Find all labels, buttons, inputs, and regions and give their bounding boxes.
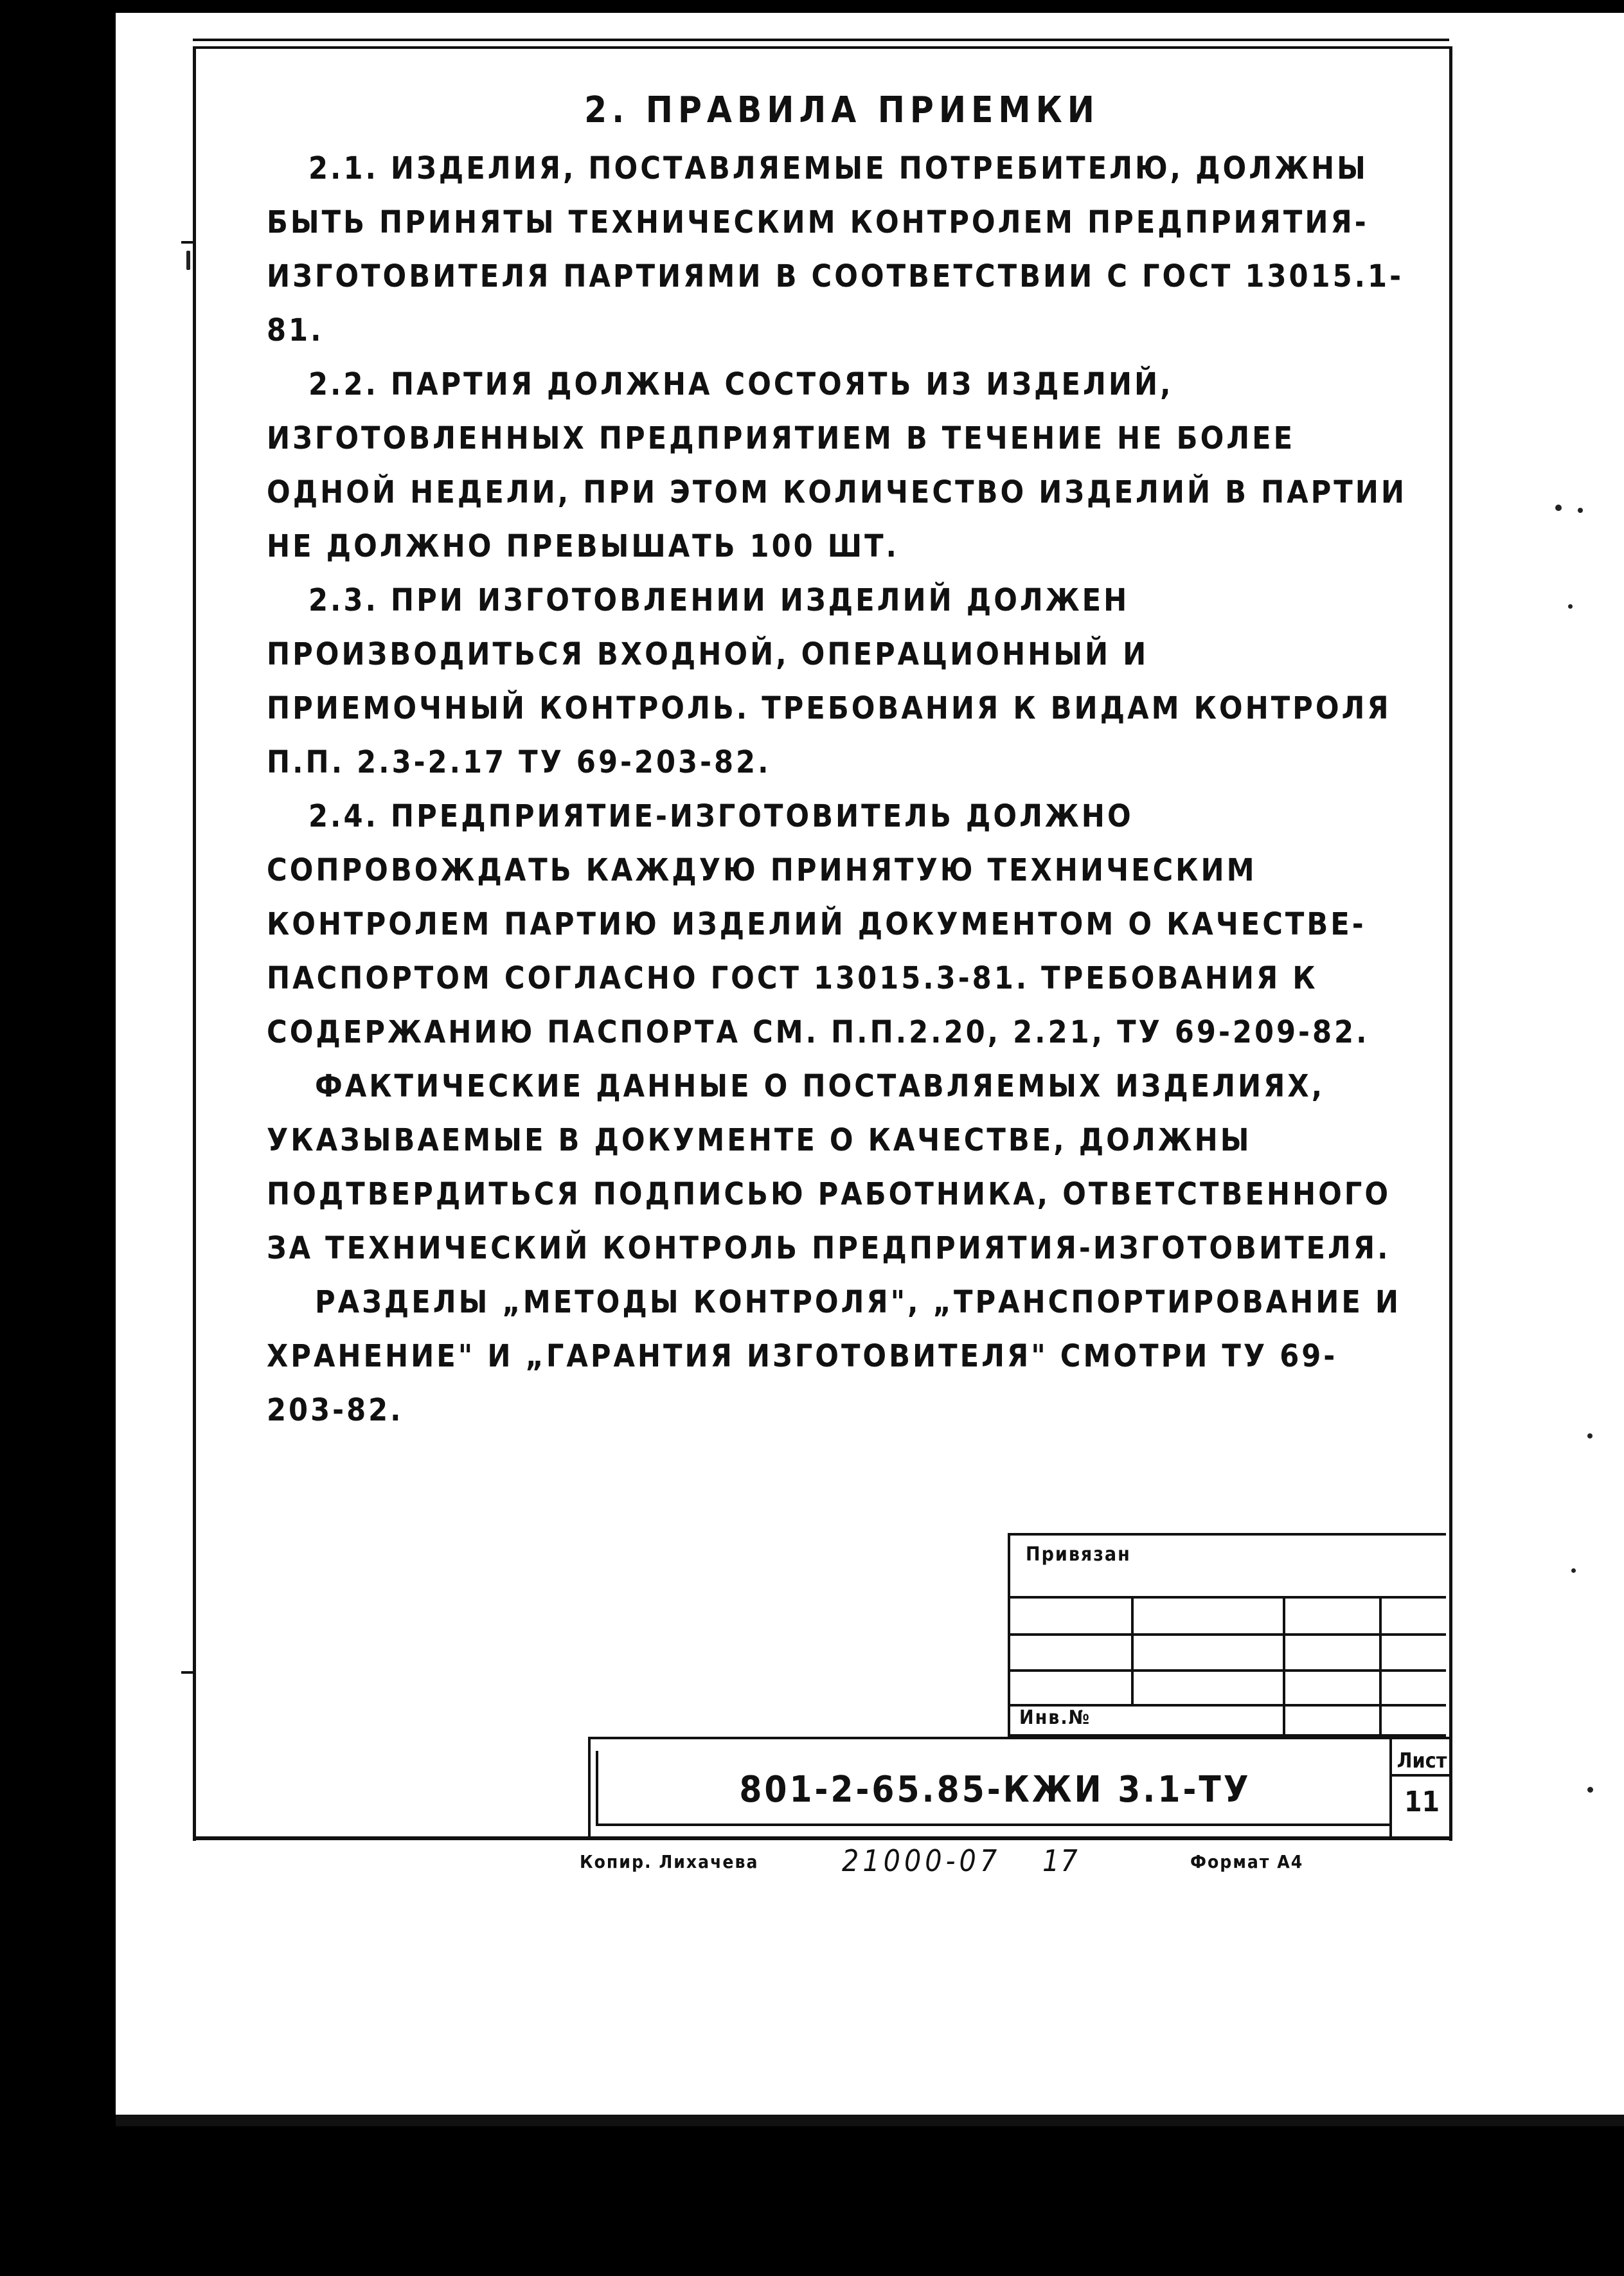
paragraph-2-2: 2.2. ПАРТИЯ ДОЛЖНА СОСТОЯТЬ ИЗ ИЗДЕЛИЙ, ИЗГОТОВЛЕННЫХ ПРЕДПРИЯТИЕМ В ТЕЧЕНИЕ НЕ БОЛЕЕ ОДНОЙ НЕДЕЛИ, ПРИ ЭТОМ КОЛИЧЕСТВО ИЗДЕЛИЙ В ПАРТИИ НЕ ДОЛЖНО ПРЕВЫШАТЬ 100 ШТ. [267, 366, 1407, 564]
linked-label: Привязан [1026, 1543, 1131, 1566]
scan-speck [1587, 1787, 1593, 1793]
scan-speck [1571, 1568, 1576, 1573]
title-block-approval-table [1008, 1533, 1446, 1737]
paragraph-2-4: 2.4. ПРЕДПРИЯТИЕ-ИЗГОТОВИТЕЛЬ ДОЛЖНО СОПРОВОЖДАТЬ КАЖДУЮ ПРИНЯТУЮ ТЕХНИЧЕСКИМ КОНТРОЛЕМ ПАРТИЮ ИЗДЕЛИЙ ДОКУМЕНТОМ О КАЧЕСТВЕ-ПАСПОРТОМ СОГЛАСНО ГОСТ 13015.3-81. ТРЕБОВАНИЯ К СОДЕРЖАНИЮ ПАСПОРТА СМ. П.П.2.20, 2.21, ТУ 69-209-82. [267, 798, 1370, 1050]
table-rule [1283, 1596, 1285, 1737]
footer-page-number: 17 [1042, 1843, 1079, 1878]
scan-speck [1555, 505, 1562, 511]
scan-black-edge-bottom [0, 2126, 1624, 2276]
footer-order-number: 21000-07 [842, 1843, 1001, 1878]
paragraph-2-3: 2.3. ПРИ ИЗГОТОВЛЕНИИ ИЗДЕЛИЙ ДОЛЖЕН ПРОИЗВОДИТЬСЯ ВХОДНОЙ, ОПЕРАЦИОННЫЙ И ПРИЕМОЧНЫЙ КОНТРОЛЬ. ТРЕБОВАНИЯ К ВИДАМ КОНТРОЛЯ П.П. 2.3-2.17 ТУ 69-203-82. [267, 582, 1391, 780]
title-block-main [588, 1737, 1449, 1836]
margin-tick [181, 241, 195, 244]
paragraph-sections-reference: РАЗДЕЛЫ „МЕТОДЫ КОНТРОЛЯ", „ТРАНСПОРТИРОВАНИЕ И ХРАНЕНИЕ" И „ГАРАНТИЯ ИЗГОТОВИТЕЛЯ" СМОТРИ ТУ 69-203-82. [267, 1284, 1402, 1428]
scan-speck [1587, 1433, 1593, 1438]
sheet-cell [1389, 1739, 1454, 1839]
footer-format: Формат А4 [1190, 1851, 1304, 1872]
title-block-code-cell [596, 1751, 1392, 1826]
paragraph-actual-data: ФАКТИЧЕСКИЕ ДАННЫЕ О ПОСТАВЛЯЕМЫХ ИЗДЕЛИЯХ, УКАЗЫВАЕМЫЕ В ДОКУМЕНТЕ О КАЧЕСТВЕ, ДОЛЖНЫ ПОДТВЕРДИТЬСЯ ПОДПИСЬЮ РАБОТНИКА, ОТВЕТСТВЕННОГО ЗА ТЕХНИЧЕСКИЙ КОНТРОЛЬ ПРЕДПРИЯТИЯ-ИЗГОТОВИТЕЛЯ. [267, 1068, 1391, 1266]
table-rule [1379, 1596, 1382, 1737]
frame-bottom-line [193, 1836, 1449, 1840]
scan-black-edge-top [116, 0, 1624, 13]
section-title: 2. ПРАВИЛА ПРИЕМКИ [584, 89, 1100, 131]
scan-speck [1578, 508, 1583, 513]
scan-speck [186, 251, 190, 270]
document-body [267, 84, 1417, 1437]
scan-black-edge-left [0, 0, 116, 2276]
footer-copied-by: Копир. Лихачева [580, 1851, 759, 1872]
sheet-number: 11 [1404, 1786, 1440, 1818]
margin-tick [181, 1671, 195, 1674]
document-code: 801-2-65.85-КЖИ 3.1-ТУ [739, 1769, 1251, 1811]
frame-top-line [193, 39, 1449, 41]
scan-speck [1568, 604, 1573, 609]
inventory-number-label: Инв.№ [1019, 1707, 1091, 1729]
sheet-label: Лист [1392, 1748, 1452, 1777]
table-rule [1131, 1596, 1134, 1704]
paragraph-2-1: 2.1. ИЗДЕЛИЯ, ПОСТАВЛЯЕМЫЕ ПОТРЕБИТЕЛЮ, ДОЛЖНЫ БЫТЬ ПРИНЯТЫ ТЕХНИЧЕСКИМ КОНТРОЛЕМ ПРЕДПРИЯТИЯ-ИЗГОТОВИТЕЛЯ ПАРТИЯМИ В СООТВЕТСТВИИ С ГОСТ 13015.1-81. [267, 150, 1404, 348]
